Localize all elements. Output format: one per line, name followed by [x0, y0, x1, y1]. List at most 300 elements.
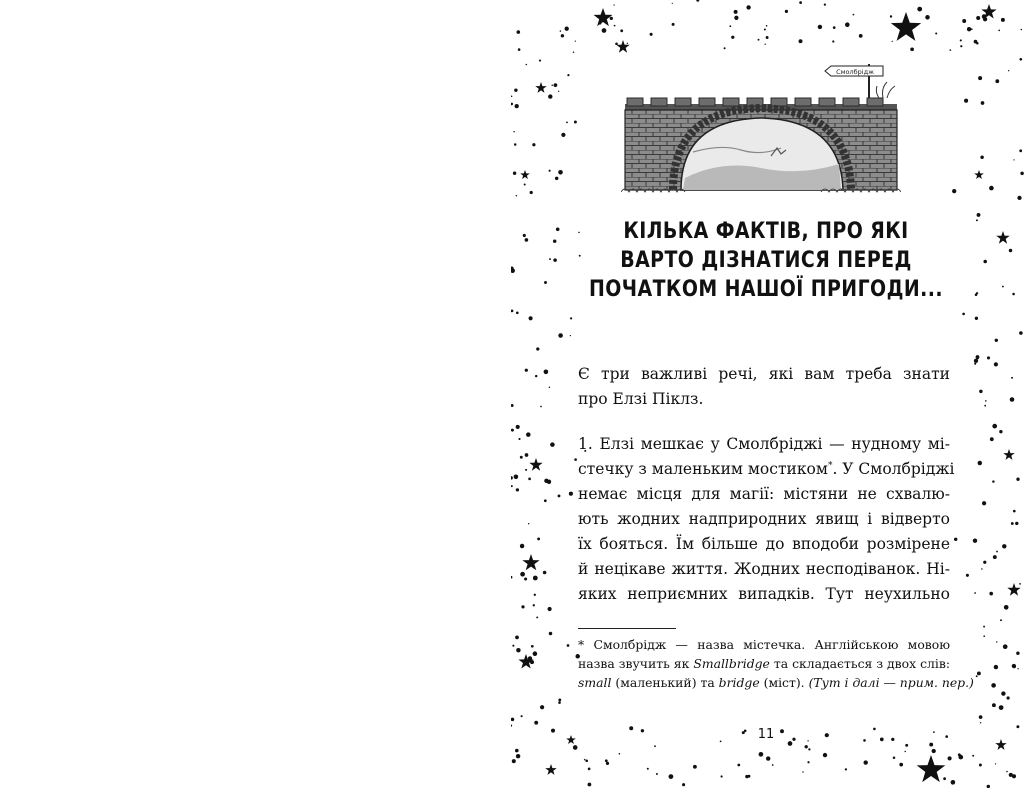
star-dot	[983, 561, 986, 564]
star-dot	[974, 40, 978, 44]
star-dot	[511, 576, 512, 579]
star-dot	[1019, 58, 1022, 61]
star-dot	[994, 665, 998, 669]
bridge-illustration	[621, 60, 901, 200]
footnote-line	[578, 654, 950, 673]
star-dot	[551, 729, 555, 733]
star-shape	[566, 735, 576, 744]
star-dot	[573, 745, 578, 750]
star-dot	[1016, 651, 1019, 654]
star-dot	[558, 494, 561, 497]
star-dot	[528, 523, 529, 524]
star-dot	[516, 648, 520, 652]
star-dot	[859, 34, 863, 38]
star-dot	[534, 594, 536, 596]
star-dot	[805, 745, 808, 748]
star-dot	[729, 25, 731, 27]
star-dot	[511, 476, 513, 480]
star-dot	[785, 10, 788, 13]
star-dot	[807, 740, 808, 741]
heading-line-1: КІЛЬКА ФАКТІВ, ПРО ЯКІ	[623, 219, 909, 244]
star-dot	[925, 15, 930, 20]
star-dot	[536, 347, 539, 350]
star-dot	[531, 645, 534, 648]
star-dot	[758, 39, 760, 41]
star-dot	[948, 756, 952, 760]
star-dot	[960, 39, 962, 41]
star-dot	[823, 753, 827, 757]
star-dot	[669, 774, 674, 779]
star-shape	[995, 739, 1006, 750]
star-dot	[530, 191, 533, 194]
star-dot	[561, 34, 564, 37]
star-dot	[613, 4, 614, 5]
text-line: їх бояться. Їм більше до вподоби розмірене	[578, 535, 950, 553]
star-shape	[545, 764, 556, 775]
star-dot	[984, 405, 986, 407]
text-line: яких неприємних випадків. Тут неухильно	[578, 585, 950, 603]
star-dot	[536, 616, 538, 618]
star-dot	[511, 310, 513, 313]
star-dot	[853, 14, 855, 16]
star-dot	[682, 783, 685, 786]
star-dot	[1017, 668, 1018, 669]
star-dot	[1011, 377, 1013, 379]
star-dot	[975, 294, 978, 297]
star-dot	[952, 189, 956, 193]
star-dot	[917, 7, 922, 12]
star-dot	[585, 760, 588, 763]
star-dot	[553, 258, 557, 262]
star-dot	[517, 30, 521, 34]
star-dot	[980, 722, 981, 723]
paragraph-intro	[578, 362, 950, 412]
star-dot	[515, 749, 519, 753]
text-line: й нецікаве життя. Жодних несподіванок. Ні-	[578, 560, 950, 578]
star-dot	[540, 406, 542, 408]
text-line: немає місця для магії: містяни не схвалю-	[578, 485, 950, 503]
star-dot	[973, 538, 977, 542]
star-dot	[578, 232, 580, 234]
star-dot	[1017, 196, 1021, 200]
star-dot	[548, 94, 552, 98]
star-dot	[511, 718, 514, 722]
footnote-divider	[578, 628, 676, 629]
star-dot	[1006, 696, 1009, 699]
star-dot	[737, 764, 740, 767]
star-dot	[996, 641, 997, 642]
star-dot	[999, 705, 1004, 710]
star-dot	[1009, 249, 1013, 253]
star-dot	[521, 715, 523, 717]
star-dot	[945, 735, 948, 738]
star-dot	[1019, 149, 1022, 152]
star-dot	[978, 76, 982, 80]
star-dot	[1012, 293, 1015, 296]
star-shape	[529, 458, 542, 471]
star-dot	[1016, 725, 1019, 728]
star-dot	[832, 40, 834, 42]
star-dot	[724, 47, 726, 49]
star-dot	[588, 768, 591, 771]
star-dot	[1013, 159, 1014, 160]
text-line: 1. Елзі мешкає у Смолбріджі — нудному мі-	[578, 435, 950, 453]
star-dot	[731, 36, 734, 39]
star-dot	[721, 775, 723, 777]
star-dot	[516, 488, 519, 491]
star-dot	[766, 36, 769, 39]
star-dot	[905, 744, 908, 747]
star-dot	[976, 675, 978, 677]
star-dot	[1012, 665, 1014, 667]
star-dot	[526, 64, 528, 66]
star-dot	[766, 25, 768, 27]
star-dot	[745, 775, 748, 778]
footnote-fragment: назва звучить як	[578, 656, 694, 671]
star-shape	[520, 170, 530, 179]
star-dot	[629, 726, 633, 730]
text-fragment: стечку з маленьким мостиком	[578, 460, 828, 478]
star-shape	[996, 231, 1009, 244]
star-shape	[535, 82, 546, 93]
star-dot	[1019, 331, 1023, 335]
star-dot	[979, 390, 982, 393]
star-dot	[873, 728, 876, 731]
footnote-english-word: small	[578, 675, 612, 690]
star-dot	[672, 3, 673, 4]
star-dot	[584, 759, 586, 761]
star-dot	[1016, 478, 1019, 481]
star-dot	[516, 425, 520, 429]
star-dot	[516, 311, 519, 314]
star-dot	[521, 605, 524, 608]
star-dot	[549, 258, 551, 260]
star-dot	[555, 177, 558, 180]
star-dot	[574, 458, 577, 461]
star-dot	[1015, 522, 1018, 525]
star-dot	[799, 1, 802, 4]
star-dot	[606, 762, 609, 765]
star-dot	[833, 26, 836, 29]
star-dot	[824, 3, 826, 5]
star-dot	[529, 316, 533, 320]
star-dot	[533, 651, 538, 656]
star-dot	[890, 15, 892, 17]
star-dot	[929, 743, 933, 747]
star-dot	[544, 281, 547, 284]
star-dot	[983, 260, 987, 264]
star-dot	[991, 683, 996, 688]
star-dot	[515, 104, 519, 108]
star-dot	[962, 19, 966, 23]
star-dot	[954, 538, 957, 541]
text-fragment: . У Смолбріджі	[832, 460, 955, 478]
star-dot	[511, 485, 513, 487]
star-dot	[523, 234, 526, 237]
star-dot	[535, 375, 537, 377]
star-dot	[511, 103, 513, 106]
star-dot	[951, 780, 956, 785]
star-dot	[514, 88, 517, 91]
star-dot	[619, 753, 621, 755]
star-dot	[516, 195, 517, 196]
footnote-line	[578, 673, 974, 692]
star-dot	[863, 739, 866, 742]
star-dot	[995, 339, 998, 342]
star-dot	[513, 171, 516, 174]
text-line-with-footnote	[578, 457, 955, 482]
body-text	[578, 362, 955, 607]
star-dot	[958, 753, 961, 756]
star-dot	[1008, 70, 1009, 71]
star-dot	[1001, 691, 1005, 695]
star-dot	[845, 22, 850, 27]
star-dot	[976, 16, 980, 20]
star-dot	[553, 239, 556, 242]
star-dot	[977, 213, 981, 217]
star-dot	[574, 121, 577, 124]
star-dot	[570, 335, 571, 336]
star-dot	[982, 501, 986, 505]
star-dot	[620, 29, 623, 32]
star-dot	[1010, 397, 1015, 402]
star-dot	[588, 783, 592, 787]
star-dot	[981, 101, 985, 105]
star-dot	[792, 738, 795, 741]
star-dot	[1000, 619, 1002, 621]
star-dot	[772, 764, 774, 766]
star-dot	[933, 731, 935, 733]
star-dot	[825, 733, 829, 737]
star-dot	[979, 764, 982, 767]
star-dot	[759, 752, 764, 757]
star-dot	[1019, 583, 1021, 585]
star-dot	[558, 170, 563, 175]
star-dot	[549, 387, 551, 389]
star-dot	[570, 317, 572, 319]
star-dot	[518, 438, 520, 440]
star-dot	[551, 85, 553, 87]
star-dot	[971, 28, 973, 30]
star-dot	[558, 698, 561, 701]
star-dot	[528, 478, 531, 481]
star-dot	[511, 429, 514, 432]
star-dot	[615, 42, 618, 45]
star-dot	[524, 183, 526, 185]
star-dot	[808, 748, 810, 750]
footnote-english-word: bridge	[718, 675, 760, 690]
star-dot	[558, 701, 561, 704]
star-shape	[974, 170, 984, 179]
bridge-sign-text: Смолбрідж	[836, 68, 874, 76]
star-dot	[525, 453, 529, 457]
star-dot	[533, 576, 538, 581]
star-dot	[1012, 774, 1016, 778]
star-dot	[966, 574, 969, 577]
star-dot	[511, 96, 512, 98]
star-dot	[558, 333, 563, 338]
star-dot	[974, 592, 976, 594]
star-dot	[892, 41, 893, 42]
star-dot	[1020, 172, 1023, 175]
star-dot	[989, 592, 993, 596]
star-dot	[996, 551, 998, 553]
star-dot	[549, 632, 553, 636]
star-dot	[567, 644, 570, 647]
star-dot	[575, 41, 576, 42]
star-dot	[999, 430, 1002, 433]
star-dot	[569, 492, 573, 496]
star-shape	[1007, 583, 1020, 596]
star-shape	[594, 8, 613, 26]
star-dot	[573, 52, 574, 53]
star-dot	[614, 25, 616, 27]
star-shape	[917, 755, 946, 782]
star-dot	[547, 480, 551, 484]
star-dot	[512, 645, 514, 647]
star-dot	[1021, 29, 1023, 31]
star-dot	[977, 671, 981, 675]
star-shape	[616, 40, 629, 53]
star-dot	[672, 23, 675, 26]
star-dot	[995, 79, 999, 83]
star-dot	[972, 755, 974, 757]
star-dot	[987, 356, 990, 359]
star-dot	[567, 74, 569, 76]
star-dot	[1013, 510, 1016, 513]
star-shape	[1003, 449, 1014, 460]
star-dot	[818, 25, 822, 29]
heading-line-3: ПОЧАТКОМ НАШОЇ ПРИГОДИ...	[589, 277, 943, 302]
footnote-fragment: (маленький) та	[611, 675, 719, 690]
star-dot	[978, 461, 982, 465]
star-dot	[525, 238, 529, 242]
right-page	[511, 0, 1024, 788]
translator-note: (Тут і далі — прим. пер.)	[808, 675, 974, 690]
star-dot	[720, 741, 722, 743]
star-dot	[974, 363, 976, 365]
star-dot	[880, 738, 884, 742]
star-dot	[544, 499, 547, 502]
star-dot	[864, 760, 868, 764]
star-dot	[764, 28, 766, 30]
star-dot	[998, 30, 1000, 32]
star-dot	[534, 721, 538, 725]
star-dot	[981, 568, 982, 569]
star-dot	[979, 715, 983, 719]
star-dot	[525, 369, 528, 372]
star-dot	[1001, 18, 1005, 22]
star-dot	[995, 763, 996, 764]
star-dot	[891, 738, 894, 741]
star-dot	[983, 626, 985, 628]
star-dot	[602, 28, 607, 33]
star-dot	[526, 432, 531, 437]
star-dot	[537, 537, 540, 540]
star-dot	[520, 544, 524, 548]
star-shape	[891, 12, 921, 41]
star-dot	[533, 604, 535, 606]
star-dot	[513, 131, 514, 132]
star-dot	[548, 607, 552, 611]
star-dot	[734, 10, 738, 14]
star-dot	[975, 317, 978, 320]
footnote-line: * Смолбрідж — назва містечка. Англійською мовою	[578, 637, 950, 652]
star-dot	[543, 571, 547, 575]
star-dot	[1003, 644, 1008, 649]
star-dot	[511, 404, 514, 407]
text-line: Є три важливі речі, які вам треба знати	[578, 365, 950, 383]
star-dot	[932, 749, 936, 753]
star-dot	[1002, 286, 1004, 288]
star-dot	[654, 745, 656, 747]
star-dot	[765, 44, 766, 45]
star-shape	[522, 554, 539, 570]
star-dot	[950, 49, 952, 51]
star-dot	[647, 768, 649, 770]
footnote-fragment: (міст).	[759, 675, 809, 690]
star-dot	[539, 60, 541, 62]
star-dot	[565, 27, 569, 31]
star-dot	[650, 33, 653, 36]
star-dot	[899, 763, 903, 767]
footnote	[578, 635, 974, 692]
star-dot	[693, 765, 697, 769]
star-dot	[544, 369, 549, 374]
star-dot	[540, 705, 544, 709]
star-dot	[994, 362, 998, 366]
heading-line-2: ВАРТО ДІЗНАТИСЯ ПЕРЕД	[620, 248, 912, 273]
footnote-english-word: Smallbridge	[693, 656, 770, 671]
star-dot	[514, 475, 519, 480]
star-dot	[807, 761, 809, 763]
star-dot	[910, 47, 914, 51]
star-dot	[992, 424, 997, 429]
paragraph-fact-1	[578, 432, 955, 607]
footnote-marker: *	[827, 461, 833, 471]
star-dot	[554, 83, 558, 87]
star-dot	[766, 756, 770, 760]
text-line: про Елзі Піклз.	[578, 390, 704, 408]
star-dot	[893, 757, 896, 760]
star-dot	[992, 703, 996, 707]
star-dot	[514, 143, 517, 146]
text-line: ють жодних надприродних явищ і відверто	[578, 510, 950, 528]
star-dot	[983, 635, 985, 637]
star-dot	[990, 437, 994, 441]
footnote-fragment: та складається з двох слів:	[769, 656, 950, 671]
star-dot	[967, 27, 971, 31]
star-dot	[989, 186, 994, 191]
star-dot	[943, 777, 946, 780]
star-dot	[627, 43, 628, 44]
star-dot	[520, 572, 525, 577]
star-dot	[1011, 522, 1014, 525]
star-dot	[566, 121, 568, 123]
star-dot	[802, 771, 803, 772]
star-dot	[556, 228, 560, 232]
star-dot	[799, 39, 803, 43]
star-dot	[558, 91, 559, 92]
star-dot	[549, 170, 551, 172]
star-dot	[976, 219, 978, 221]
star-dot	[561, 133, 565, 137]
star-dot	[696, 0, 699, 2]
star-dot	[518, 48, 521, 51]
star-dot	[516, 754, 520, 758]
star-dot	[520, 456, 523, 459]
star-dot	[1004, 605, 1009, 610]
